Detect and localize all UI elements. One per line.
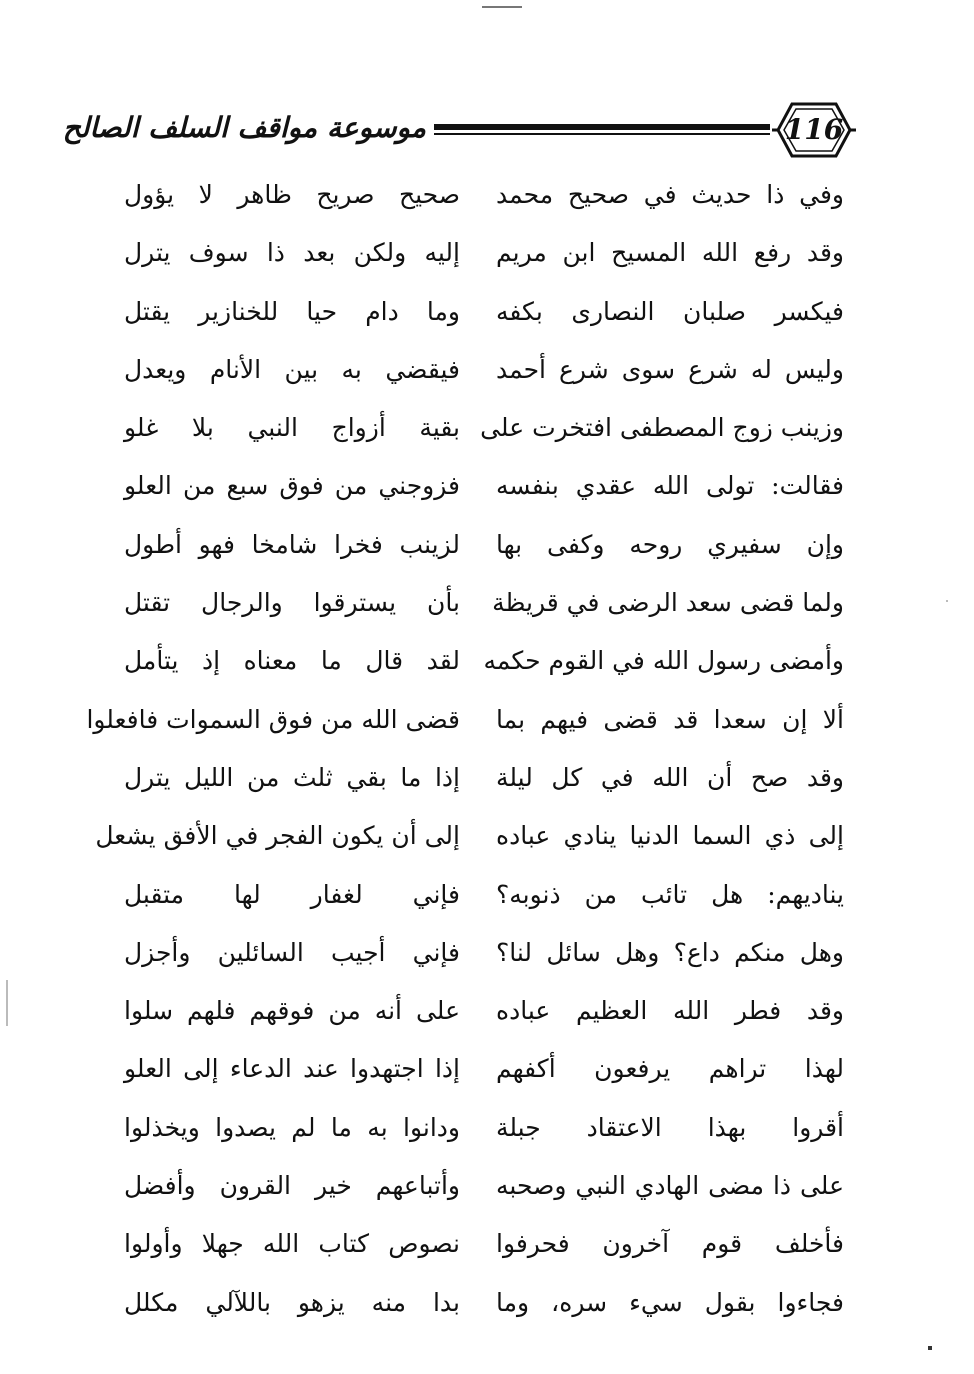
verse-row (96, 516, 856, 574)
verse-row (86, 691, 856, 749)
header-rule-thin (434, 133, 770, 135)
verse-first-hemistich: وأمضى رسول الله في القوم حكمه (483, 646, 844, 676)
verse-row (96, 457, 856, 515)
verse-first-hemistich: وقد صح أن الله في كل ليلة (496, 762, 844, 792)
verse-second-hemistich: صحيح صريح ظاهر لا يؤول (124, 180, 460, 209)
verse-second-hemistich: ودانوا به ما لم يصدوا ويخذلوا (124, 1112, 460, 1142)
verse-second-hemistich: فإني لغفار لها متقبل (124, 879, 460, 909)
verse-first-hemistich: ولما قضى سعد الرضى في قريظة (492, 588, 844, 618)
verse-first-hemistich: فأخلف قوم آخرون فحرفوا (496, 1229, 844, 1259)
verse-first-hemistich: وفي ذا حديث في صحيح محمد (496, 180, 844, 209)
verse-second-hemistich: فيقضي به بين الأنام ويعدل (124, 354, 460, 384)
verse-first-hemistich: أقروا بهذا الاعتقاد جبلة (496, 1112, 844, 1142)
verse-first-hemistich: وقد فطر الله العظيم عباده (496, 996, 844, 1026)
verse-row (96, 749, 856, 807)
scan-margin-mark (946, 600, 948, 602)
verse-row (96, 807, 856, 865)
verse-row (96, 982, 856, 1040)
verse-second-hemistich: فزوجني من فوق سبع من العلو (124, 471, 460, 501)
verse-second-hemistich: بقية أزواج النبي بلا غلو (124, 413, 460, 443)
verse-second-hemistich: فإني أجيب السائلين وأجزل (124, 937, 460, 967)
verse-first-hemistich: وهل منكم داع؟ وهل سائل لنا؟ (496, 937, 844, 967)
verse-second-hemistich: نصوص كتاب الله جهلا وأولوا (124, 1229, 460, 1259)
verse-second-hemistich: إلى أن يكون الفجر في الأفق يشعل (95, 821, 460, 851)
verse-second-hemistich: على أنه من فوقهم فلهم سلوا (124, 996, 460, 1026)
header-rule (434, 124, 770, 136)
verse-row (96, 224, 856, 282)
verse-row (96, 399, 856, 457)
verse-second-hemistich: وما دام حيا للخنازير يقتل (124, 296, 460, 326)
scan-margin-mark (6, 980, 8, 1026)
book-title: موسوعة مواقف السلف الصالح (62, 111, 426, 144)
page-number-badge (772, 98, 856, 162)
verse-second-hemistich: إليه ولكن بعد ذا سوف يترل (124, 238, 460, 268)
verse-row (96, 166, 856, 224)
verse-row (96, 1274, 856, 1332)
verse-first-hemistich: فقالت: تولى الله عقدي بنفسه (496, 471, 844, 501)
verse-first-hemistich: على ذا مضى الهادي النبي وصحبه (496, 1171, 844, 1201)
verse-row (96, 1099, 856, 1157)
verse-first-hemistich: لهذا تراهم يرفعون أكفهم (496, 1054, 844, 1084)
verse-second-hemistich: بأن يسترقوا والرجال تقتل (124, 588, 460, 618)
verse-first-hemistich: وزينب زوج المصطفى افتخرت على (480, 413, 844, 443)
verse-second-hemistich: إذا اجتهدوا عند الدعاء إلى العلو (124, 1054, 460, 1084)
verse-second-hemistich: بدا منه يزهو باللآلي مكلل (124, 1287, 460, 1317)
verse-first-hemistich: فيكسر صلبان النصارى بكفه (496, 296, 844, 326)
verse-row (96, 341, 856, 399)
verse-first-hemistich: إلى ذي السما الدنيا ينادي عباده (496, 821, 844, 851)
verse-row (96, 632, 856, 690)
header-rule-thick (434, 124, 770, 130)
verse-first-hemistich: فجاءوا بقول سيء سره، وما (496, 1287, 844, 1317)
verse-first-hemistich: وليس له شرع سوى شرع أحمد (496, 354, 844, 384)
page-header (62, 98, 856, 162)
verse-row (96, 1040, 856, 1098)
verse-second-hemistich: لزينب فخرا شامخا فهو أطول (124, 529, 460, 559)
verse-first-hemistich: ألا إن سعدا قد قضى فيهم بما (496, 704, 844, 734)
verse-row (96, 1215, 856, 1273)
verse-row (96, 1157, 856, 1215)
verse-row (96, 866, 856, 924)
verse-row (96, 924, 856, 982)
verse-second-hemistich: إذا ما بقي ثلث من الليل يترل (124, 762, 460, 792)
verse-first-hemistich: وقد رفع الله المسيح ابن مريم (496, 238, 844, 268)
poem-body (86, 166, 856, 1332)
verse-second-hemistich: وأتباعهم خير القرون وأفضل (124, 1171, 460, 1201)
verse-row (96, 283, 856, 341)
page-number: 116 (784, 113, 844, 146)
verse-first-hemistich: وإن سفيري روحه وكفى بها (496, 529, 844, 559)
verse-row (96, 574, 856, 632)
top-edge-mark (482, 6, 522, 8)
verse-second-hemistich: لقد قال ما معناه إذ يتأمل (124, 646, 460, 676)
verse-first-hemistich: يناديهم: هل تائب من ذنوبه؟ (496, 879, 844, 909)
scan-margin-mark (928, 1346, 932, 1350)
verse-second-hemistich: قضى الله من فوق السموات فافعلوا (86, 704, 460, 734)
